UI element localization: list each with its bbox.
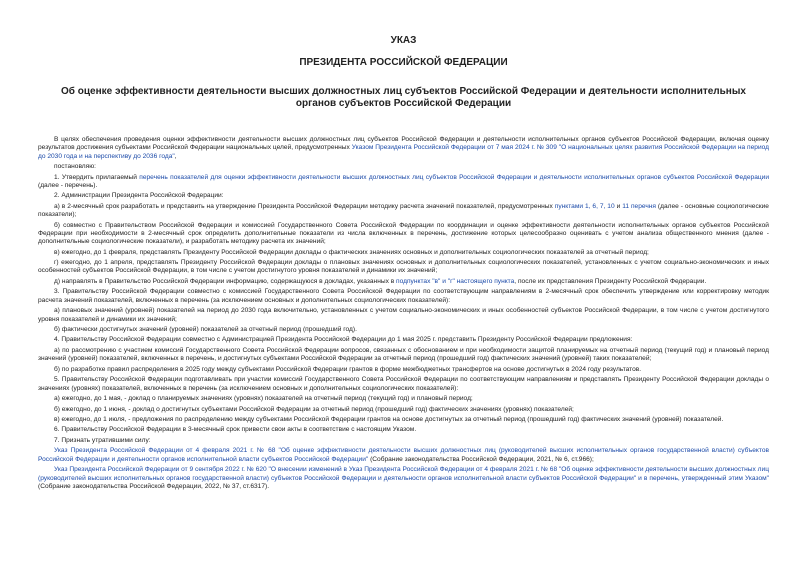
document-link[interactable]: Указ Президента Российской Федерации от 9 сентября 2022 г. № 620 "О внесении изменений в Указ Президента Российской Федерации от 4 февраля 2021 г. № 68 "Об оценке эффективности деятельности высших должностных лиц (руководителей высших исполнительных органов государственной власти) субъектов Российской Федерации и деятельности органов исполнительной власти субъектов Российской Федерации" и в перечень, утвержденный этим Указом" [38, 466, 769, 482]
paragraph-text: 4. Правительству Российской Федерации совместно с Администрацией Президента Российской Федерации до 1 мая 2025 г. представить Президенту Российской Федерации предложения: [54, 336, 633, 344]
paragraph [38, 259, 769, 276]
paragraph [38, 136, 769, 161]
paragraph [38, 222, 769, 247]
paragraph-text: 1. Утвердить прилагаемый [54, 173, 140, 181]
paragraph-text: 5. Правительству Российской Федерации подготавливать при участии комиссий Государственного Совета Российской Федерации по соответствующим направлениям и представлять Президенту Российской Федерации доклады о значениях (уровнях) показателей, включенных в перечень (за исключением основных и дополнительных социологических показателей): [38, 376, 769, 392]
decree-title: Об оценке эффективности деятельности высших должностных лиц субъектов Российской Федерации и деятельности исполнительных органов субъектов Российской Федерации [61, 86, 746, 109]
paragraph-text: (Собрание законодательства Российской Федерации, 2021, № 6, ст.966); [368, 455, 594, 463]
paragraph-text: а) ежегодно, до 1 мая, - доклад о планируемых значениях (уровнях) показателей на отчетный период (текущий год) и плановый период; [54, 395, 473, 403]
paragraph-text: постановляю: [54, 163, 97, 171]
paragraph-text: д) направлять в Правительство Российской Федерации информацию, содержащуюся в докладах, указанных в [54, 277, 397, 285]
paragraph-text: в) ежегодно, до 1 июля, - предложения по распределению между субъектами Российской Федерации грантов на основе достигнутых за отчетный период (прошедший год) фактических значений (уровней) показателей. [54, 415, 724, 423]
paragraph-text: (далее - основные социологические показатели); [38, 202, 769, 219]
document-link[interactable]: 11 перечня [622, 202, 656, 210]
document-link[interactable]: пунктами 1, 6, 7, 10 [554, 202, 615, 210]
paragraph-text: б) ежегодно, до 1 июня, - доклад о достигнутых субъектами Российской Федерации за отчетный период (прошедший год) фактических значениях (уровнях) показателей; [54, 405, 574, 413]
paragraph-text: б) совместно с Правительством Российской Федерации и комиссией Государственного Совета Российской Федерации по координации и оценке эффективности деятельности исполнительных органов субъектов Российской Федерации при необходимости в 2-месячный срок определить дополнительные показатели из числа включенных в перечень, достижение которых целесообразно оценивать с учетом анализа общественного мнения (далее - дополнительные социологические показатели), и разработать методику расчета их значений; [38, 221, 769, 246]
paragraph-text: В целях обеспечения проведения оценки эффективности деятельности высших должностных лиц субъектов Российской Федерации и деятельности исполнительных органов субъектов Российской Федерации, включая оценку результатов достижения субъектами Российской Федерации национальных целей, предусмотренных [38, 136, 769, 152]
paragraph [38, 336, 769, 344]
paragraph-text: , после их представления Президенту Российской Федерации. [514, 277, 707, 285]
paragraph [38, 376, 769, 393]
paragraph [38, 347, 769, 364]
paragraph-text: а) в 2-месячный срок разработать и представить на утверждение Президента Российской Федерации методику расчета значений показателей, предусмотренных [54, 202, 555, 210]
paragraph [38, 192, 769, 200]
paragraph [38, 466, 769, 491]
paragraph-text: 2. Администрации Президента Российской Федерации: [54, 192, 224, 200]
document-link[interactable]: Указ Президента Российской Федерации от 4 февраля 2021 г. № 68 "Об оценке эффективности деятельности высших должностных лиц (руководителей высших исполнительных органов государственной власти) субъектов Российской Федерации и деятельности органов исполнительной власти субъектов Российской Федерации" [38, 447, 769, 463]
paragraph [38, 426, 769, 434]
paragraph [38, 416, 769, 424]
paragraph-text: 7. Признать утратившими силу: [54, 436, 151, 444]
paragraph-text: а) по рассмотрению с участием комиссий Государственного Совета Российской Федерации вопросов, связанных с обоснованием и при необходимости защитой планируемых на отчетный период (текущий год) и плановый период значений (уровней) показателей, включенных в перечень, и достигнутых субъектами Российской Федерации за отчетный период (прошедший год) фактических значений (уровней) таких показателей; [38, 346, 769, 363]
paragraph [38, 406, 769, 414]
decree-issuer: ПРЕЗИДЕНТА РОССИЙСКОЙ ФЕДЕРАЦИИ [299, 57, 508, 68]
paragraph [38, 278, 769, 286]
decree-heading: УКАЗ [390, 35, 417, 46]
paragraph [38, 437, 769, 445]
paragraph [38, 174, 769, 191]
paragraph [38, 326, 769, 334]
paragraph-text: а) плановых значений (уровней) показателей на период до 2030 года включительно, установленных с учетом социально-экономических и иных особенностей субъектов Российской Федерации, в том числе с учетом достигнутого уровня показателей и динамики их значений; [38, 307, 769, 323]
paragraph-text: (далее - перечень). [38, 181, 98, 189]
paragraph [38, 203, 769, 220]
paragraph-text: в) ежегодно, до 1 февраля, представлять Президенту Российской Федерации доклады о фактических значениях основных и дополнительных социологических показателей за отчетный период; [54, 248, 649, 256]
document-link[interactable]: подпунктах "в" и "г" настоящего пункта [396, 277, 515, 285]
paragraph-text: 3. Правительству Российской Федерации совместно с комиссией Государственного Совета Российской Федерации по соответствующим направлениям в 2-месячный срок обеспечить утверждение или корректировку методик расчета значений показателей, включенных в перечень (за исключением основных и дополнительных социологических показателей): [38, 288, 769, 304]
paragraph-text: 6. Правительству Российской Федерации в 3-месячный срок привести свои акты в соответствие с настоящим Указом. [54, 426, 417, 434]
paragraph [38, 366, 769, 374]
decree-body [38, 136, 769, 493]
paragraph [38, 395, 769, 403]
paragraph-text: (Собрание законодательства Российской Федерации, 2022, № 37, ст.6317). [38, 482, 270, 490]
paragraph [38, 307, 769, 324]
document-link[interactable]: Указом Президента Российской Федерации от 7 мая 2024 г. № 309 "О национальных целях развития Российской Федерации на период до 2030 года и на перспективу до 2036 года" [38, 144, 769, 160]
paragraph [38, 249, 769, 257]
paragraph-text: и [614, 202, 623, 210]
paragraph [38, 447, 769, 464]
paragraph-text: б) по разработке правил распределения в 2025 году между субъектами Российской Федерации грантов в форме межбюджетных трансфертов на основе достигнутых в 2024 году результатов. [54, 365, 642, 373]
document-link[interactable]: перечень показателей для оценки эффективности деятельности высших должностных лиц субъектов Российской Федерации и деятельности исполнительных органов субъектов Российской Федерации [139, 173, 770, 181]
paragraph-text: б) фактически достигнутых значений (уровней) показателей за отчетный период (прошедший год). [54, 326, 357, 333]
paragraph [38, 163, 769, 171]
paragraph-text: г) ежегодно, до 1 апреля, представлять Президенту Российской Федерации доклады о плановых значениях основных и дополнительных социологических показателей, установленных с учетом социально-экономических и иных особенностей субъектов Российской Федерации, в том числе с учетом достигнутого уровня показателей и динамики их значений; [38, 259, 769, 275]
paragraph [38, 288, 769, 305]
paragraph-text: , [174, 152, 177, 160]
